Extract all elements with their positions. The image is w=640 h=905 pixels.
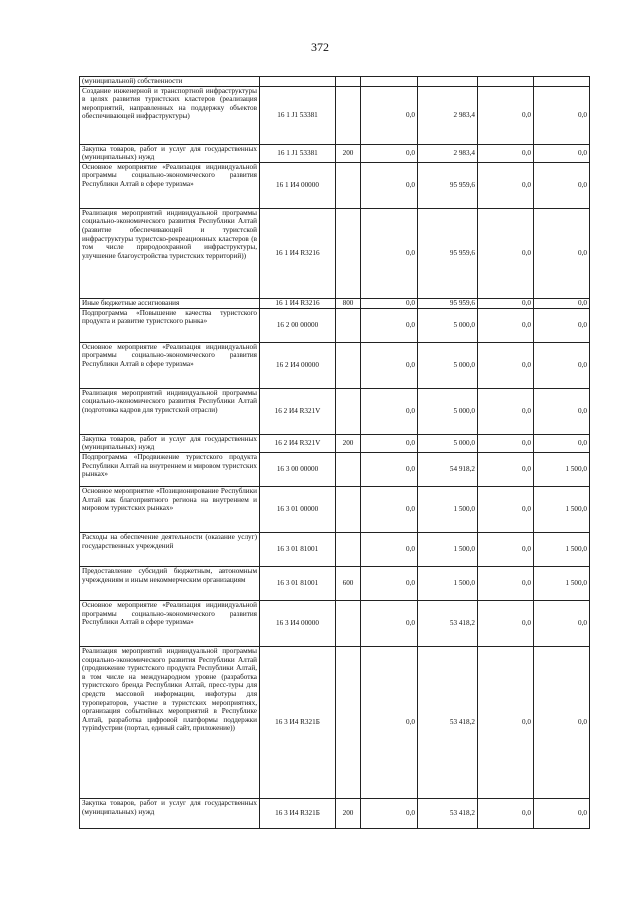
row-value-3: 0,0	[478, 532, 534, 566]
row-value-2: 2 983,4	[418, 144, 478, 162]
row-value-3: 0,0	[478, 86, 534, 144]
row-code: 16 3 01 81001	[260, 532, 336, 566]
row-value-2: 53 418,2	[418, 600, 478, 646]
row-code: 16 1 J1 53381	[260, 86, 336, 144]
row-value-4: 0,0	[534, 144, 590, 162]
row-code: 16 1 И4 R3216	[260, 298, 336, 308]
row-expense-type	[336, 342, 361, 388]
row-value-4: 0,0	[534, 388, 590, 434]
row-value-1: 0,0	[361, 162, 418, 208]
table-row	[80, 208, 590, 298]
row-expense-type	[336, 452, 361, 486]
row-value-2: 54 918,2	[418, 452, 478, 486]
row-value-1: 0,0	[361, 86, 418, 144]
table-row	[80, 388, 590, 434]
row-value-2: 5 000,0	[418, 308, 478, 342]
row-value-4: 0,0	[534, 86, 590, 144]
table-row	[80, 646, 590, 798]
row-value-1: 0,0	[361, 308, 418, 342]
row-value-2: 1 500,0	[418, 532, 478, 566]
row-value-1: 0,0	[361, 452, 418, 486]
row-expense-type	[336, 388, 361, 434]
row-name: Создание инженерной и транспортной инфраструктуры в целях развития туристских кластеров (реализация мероприятий, направленных на поддержку объектов обеспечивающей инфраструктуры)	[80, 86, 260, 144]
row-name: Подпрограмма «Повышение качества туристского продукта и развитие туристского рынка»	[80, 308, 260, 342]
budget-table	[79, 76, 590, 829]
row-value-3: 0,0	[478, 566, 534, 600]
page-number: 372	[311, 40, 329, 54]
row-name: Расходы на обеспечение деятельности (оказание услуг) государственных учреждений	[80, 532, 260, 566]
row-value-1: 0,0	[361, 434, 418, 452]
row-value-2: 95 959,6	[418, 298, 478, 308]
row-value-4: 1 500,0	[534, 452, 590, 486]
row-value-3: 0,0	[478, 434, 534, 452]
row-value-3: 0,0	[478, 452, 534, 486]
row-expense-type: 200	[336, 144, 361, 162]
row-name: Реализация мероприятий индивидуальной программы социально-экономического развития Республики Алтай (развитие обеспечивающей и туристской инфраструктуры туристско-рекреационных кластеров (в том числе природоохранной инфраструктуры, улучшение благоустройства туристских территорий))	[80, 208, 260, 298]
row-code: 16 1 И4 00000	[260, 162, 336, 208]
row-value-2: 5 000,0	[418, 388, 478, 434]
row-value-4: 0,0	[534, 208, 590, 298]
row-code: 16 2 И4 R321V	[260, 388, 336, 434]
row-value-1: 0,0	[361, 208, 418, 298]
row-name: Реализация мероприятий индивидуальной программы социально-экономического развития Республики Алтай (подготовка кадров для туристской отрасли)	[80, 388, 260, 434]
row-value-1: 0,0	[361, 566, 418, 600]
row-code: 16 3 00 00000	[260, 452, 336, 486]
row-code: 16 2 И4 R321V	[260, 434, 336, 452]
row-value-1: 0,0	[361, 486, 418, 532]
table-row	[80, 798, 590, 828]
row-name: Основное мероприятие «Реализация индивидуальной программы социально-экономического развития Республики Алтай в сфере туризма»	[80, 342, 260, 388]
row-value-1: 0,0	[361, 646, 418, 798]
row-value-4: 0,0	[534, 434, 590, 452]
row-value-3: 0,0	[478, 486, 534, 532]
table-row	[80, 600, 590, 646]
row-expense-type	[336, 308, 361, 342]
table-row	[80, 532, 590, 566]
row-value-3: 0,0	[478, 388, 534, 434]
table-row	[80, 77, 590, 87]
row-value-2: 1 500,0	[418, 566, 478, 600]
row-value-1: 0,0	[361, 532, 418, 566]
row-code: 16 3 И4 R321Б	[260, 798, 336, 828]
row-name: Закупка товаров, работ и услуг для государственных (муниципальных) нужд	[80, 144, 260, 162]
row-expense-type	[336, 600, 361, 646]
row-value-4: 1 500,0	[534, 486, 590, 532]
row-expense-type: 200	[336, 798, 361, 828]
row-value-3: 0,0	[478, 162, 534, 208]
budget-table-body	[80, 77, 590, 829]
row-expense-type: 200	[336, 434, 361, 452]
row-expense-type	[336, 486, 361, 532]
row-code: 16 2 И4 00000	[260, 342, 336, 388]
table-row	[80, 144, 590, 162]
table-row	[80, 434, 590, 452]
row-value-3: 0,0	[478, 144, 534, 162]
row-expense-type	[336, 77, 361, 87]
row-name: Предоставление субсидий бюджетным, автономным учреждениям и иным некоммерческим организациям	[80, 566, 260, 600]
row-value-4: 0,0	[534, 600, 590, 646]
row-code: 16 3 И4 R321Б	[260, 646, 336, 798]
row-value-1: 0,0	[361, 388, 418, 434]
table-row	[80, 566, 590, 600]
row-value-4: 1 500,0	[534, 566, 590, 600]
table-row	[80, 298, 590, 308]
row-value-3: 0,0	[478, 342, 534, 388]
row-value-1: 0,0	[361, 144, 418, 162]
row-name: Реализация мероприятий индивидуальной программы социально-экономического развития Республики Алтай (продвижение туристского продукта Республики Алтай, в том числе на международном уровне (разработка туристского бренда Республики Алтай, пресс-туры для средств массовой информации, инфотуры для туроператоров, участие в туристских мероприятиях, организация событийных мероприятий в Республике Алтай, разработка цифровой платформы поддержки турindустрии (портал, единый сайт, приложение))	[80, 646, 260, 798]
row-value-2: 95 959,6	[418, 162, 478, 208]
row-value-4: 0,0	[534, 162, 590, 208]
row-name: (муниципальной) собственности	[80, 77, 260, 87]
row-value-4: 0,0	[534, 646, 590, 798]
row-value-4: 1 500,0	[534, 532, 590, 566]
row-value-2	[418, 77, 478, 87]
row-name: Подпрограмма «Продвижение туристского продукта Республики Алтай на внутреннем и мировом туристских рынках»	[80, 452, 260, 486]
row-value-3: 0,0	[478, 308, 534, 342]
row-value-1	[361, 77, 418, 87]
row-expense-type: 600	[336, 566, 361, 600]
table-row	[80, 342, 590, 388]
row-value-1: 0,0	[361, 298, 418, 308]
row-value-2: 95 959,6	[418, 208, 478, 298]
row-code: 16 3 И4 00000	[260, 600, 336, 646]
row-value-3	[478, 77, 534, 87]
row-expense-type	[336, 86, 361, 144]
row-value-3: 0,0	[478, 298, 534, 308]
row-name: Закупка товаров, работ и услуг для государственных (муниципальных) нужд	[80, 434, 260, 452]
row-name: Иные бюджетные ассигнования	[80, 298, 260, 308]
row-expense-type	[336, 162, 361, 208]
row-value-2: 5 000,0	[418, 342, 478, 388]
row-name: Основное мероприятие «Реализация индивидуальной программы социально-экономического развития Республики Алтай в сфере туризма»	[80, 600, 260, 646]
row-value-2: 53 418,2	[418, 798, 478, 828]
row-value-4: 0,0	[534, 308, 590, 342]
row-code: 16 1 J1 53381	[260, 144, 336, 162]
row-code: 16 3 01 00000	[260, 486, 336, 532]
row-value-4: 0,0	[534, 298, 590, 308]
table-row	[80, 452, 590, 486]
row-value-2: 5 000,0	[418, 434, 478, 452]
row-name: Основное мероприятие «Реализация индивидуальной программы социально-экономического развития Республики Алтай в сфере туризма»	[80, 162, 260, 208]
row-value-3: 0,0	[478, 208, 534, 298]
row-value-1: 0,0	[361, 798, 418, 828]
row-value-3: 0,0	[478, 798, 534, 828]
row-expense-type	[336, 532, 361, 566]
table-row	[80, 162, 590, 208]
row-value-4	[534, 77, 590, 87]
row-value-1: 0,0	[361, 600, 418, 646]
row-value-2: 2 983,4	[418, 86, 478, 144]
row-code	[260, 77, 336, 87]
row-value-4: 0,0	[534, 798, 590, 828]
row-value-1: 0,0	[361, 342, 418, 388]
row-code: 16 2 00 00000	[260, 308, 336, 342]
row-name: Закупка товаров, работ и услуг для государственных (муниципальных) нужд	[80, 798, 260, 828]
row-value-2: 1 500,0	[418, 486, 478, 532]
row-expense-type	[336, 208, 361, 298]
row-expense-type	[336, 646, 361, 798]
table-row	[80, 308, 590, 342]
row-code: 16 1 И4 R3216	[260, 208, 336, 298]
row-value-4: 0,0	[534, 342, 590, 388]
row-code: 16 3 01 81001	[260, 566, 336, 600]
row-value-3: 0,0	[478, 600, 534, 646]
table-row	[80, 486, 590, 532]
row-expense-type: 800	[336, 298, 361, 308]
row-value-3: 0,0	[478, 646, 534, 798]
row-name: Основное мероприятие «Позиционирование Республики Алтай как благоприятного региона на внутреннем и мировом туристских рынках»	[80, 486, 260, 532]
row-value-2: 53 418,2	[418, 646, 478, 798]
table-row	[80, 86, 590, 144]
